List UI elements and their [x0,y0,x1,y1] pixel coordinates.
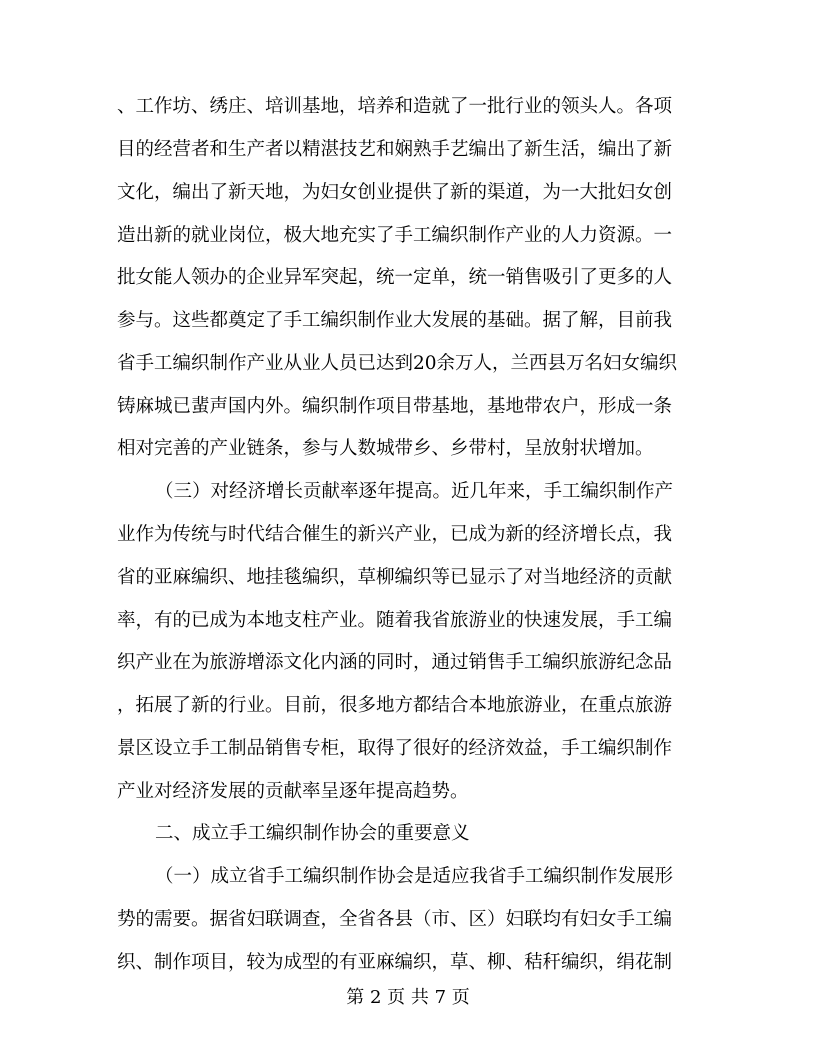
text-line: 织、制作项目，较为成型的有亚麻编织，草、柳、秸秆编织，绢花制 [117,952,673,973]
text-line: 文化，编出了新天地，为妇女创业提供了新的渠道，为一大批妇女创 [117,182,673,203]
text-line: 参与。这些都奠定了手工编织制作业大发展的基础。据了解，目前我 [117,310,673,331]
text-line: ，拓展了新的行业。目前，很多地方都结合本地旅游业，在重点旅游 [117,695,673,716]
text-line: 、工作坊、绣庄、培训基地，培养和造就了一批行业的领头人。各项 [117,96,673,117]
text-line: 势的需要。据省妇联调查，全省各县（市、区）妇联均有妇女手工编 [117,909,673,930]
text-line: 铸麻城已蜚声国内外。编织制作项目带基地，基地带农户，形成一条 [117,396,673,417]
text-line: 相对完善的产业链条，参与人数城带乡、乡带村，呈放射状增加。 [117,438,654,459]
text-line: 织产业在为旅游增添文化内涵的同时，通过销售手工编织旅游纪念品 [117,652,673,673]
paragraph-start-line: （三）对经济增长贡献率逐年提高。近几年来，手工编织制作产 [155,481,674,502]
text-line: 造出新的就业岗位，极大地充实了手工编织制作产业的人力资源。一 [117,225,673,246]
text-line: 批女能人领办的企业异军突起，统一定单，统一销售吸引了更多的人 [117,267,673,288]
text-line: 省手工编织制作产业从业人员已达到20余万人，兰西县万名妇女编织 [117,353,678,374]
paragraph-start-line: （一）成立省手工编织制作协会是适应我省手工编织制作发展形 [155,866,674,887]
section-heading: 二、成立手工编织制作协会的重要意义 [155,823,470,844]
text-line: 景区设立手工制品销售专柜，取得了很好的经济效益，手工编织制作 [117,738,673,759]
text-line: 业作为传统与时代结合催生的新兴产业，已成为新的经济增长点，我 [117,524,673,545]
page-number-footer: 第 2 页 共 7 页 [346,987,470,1008]
text-line: 目的经营者和生产者以精湛技艺和娴熟手艺编出了新生活，编出了新 [117,139,673,160]
text-line: 率，有的已成为本地支柱产业。随着我省旅游业的快速发展，手工编 [117,610,673,631]
text-line: 产业对经济发展的贡献率呈逐年提高趋势。 [117,781,469,802]
text-line: 省的亚麻编织、地挂毯编织，草柳编织等已显示了对当地经济的贡献 [117,567,673,588]
